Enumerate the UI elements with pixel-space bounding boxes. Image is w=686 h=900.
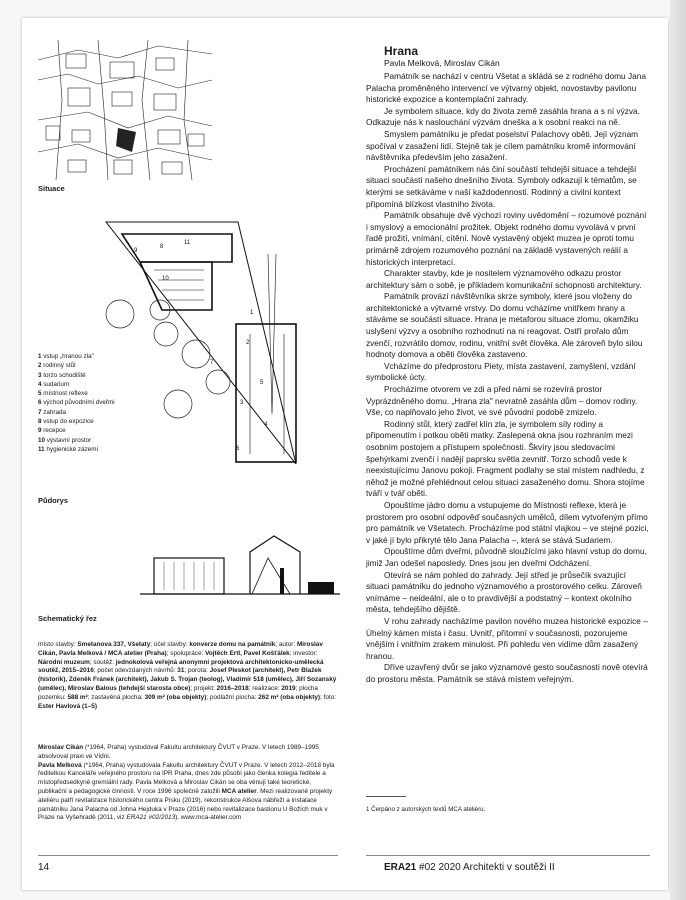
body-paragraph: Památník se nachází v centru Všetat a skládá se z rodného domu Jana Palacha proměněného intervencí ve výtvarný objekt, novostavby pavilonu historické expozice a kontemplační zahrady. xyxy=(366,71,646,105)
page-gutter xyxy=(670,0,686,900)
legend-item: 5 místnost reflexe xyxy=(38,390,88,398)
article-title: Hrana xyxy=(384,44,419,58)
footnote: 1 Čerpáno z autorských textů MCA ateliéru. xyxy=(366,806,486,813)
plan-label-11: 11 xyxy=(184,240,191,246)
magazine-footer xyxy=(384,862,555,873)
section-caption: Schematický řez xyxy=(38,614,97,623)
plan-label-4: 4 xyxy=(264,422,268,428)
article-body xyxy=(366,71,650,685)
plan-label-2: 2 xyxy=(246,340,250,346)
plan-label-9: 9 xyxy=(134,248,138,254)
body-paragraph: Opouštíme jádro domu a vstupujeme do Místnosti reflexe, která je prostorem pro osobní odpověď současných umělců, dílem vytvořeným přímo pro památník ve Všetatech. Procházíme pod státní vlajkou – ve stejné pozici, v jaké jí bylo přikryté tělo Jana Palacha –, která se stává Sudariem. xyxy=(366,499,649,545)
body-paragraph: Vcházíme do předprostoru Piety, místa zastavení, zamyšlení, vzdání symbolické úcty. xyxy=(366,360,636,383)
plan-label-3: 3 xyxy=(240,400,244,406)
plan-label-10: 10 xyxy=(162,276,169,282)
legend-item: 11 hygienické zázemí xyxy=(38,445,99,453)
body-paragraph: Památník obsahuje dvě výchozí roviny uvědomění – rozumové poznání i smyslový a emocionální prožitek. Objekt rodného domu vyvolává v první řadě prožití, vnímání, cítění. Nově vystavěný objekt muzea je oproti tomu primárně zdrojem rozumového poznání na základě vystavených reálií a historických interpretací. xyxy=(366,210,647,267)
legend-item: 9 recepce xyxy=(38,427,66,435)
project-credits: místo stavby: Smetanova 337, Všetaty; účel stavby: konverze domu na památník; autor: Miroslav Cikán, Pavla Melková / MCA atelier (Praha); spolupráce: Vojtěch Ertl, Pavel Košťálek; investor: Národní muzeum; soutěž: jednokolová veřejná anonymní projektová architektonicko-umělecká soutěž, 2015–2016; počet odevzdaných návrhů: 31; porota: Josef Pleskot (architekt), Petr Blažek (historik), Zdeněk Fránek (architekt), Jakub S. Trojan (teolog), Vladimír 518 (umělec), Jiří Sozanský (umělec), Miroslav Balous (tehdejší starosta obce); projekt: 2016–2018; realizace: 2019; plocha pozemku: 588 m²; zastavěná plocha: 309 m² (oba objekty); podlažní plocha: 262 m² (oba objekty); foto: Ester Havlová (1–5) xyxy=(38,641,337,710)
legend-item: 6 východ původními dveřmi xyxy=(38,399,115,407)
magazine-brand: ERA21 xyxy=(384,862,417,873)
body-paragraph: V rohu zahrady nacházíme pavilon nového muzea historické expozice – Úhelný kámen místa i času. Uvnitř, přítomní v současnosti, pozorujeme vnějším i vnitřním zrakem minulost. Při pohledu ven vidíme dům zasažený hranou. xyxy=(366,615,648,661)
plan-label-7: 7 xyxy=(210,360,214,366)
plan-caption: Půdorys xyxy=(38,496,69,505)
legend-item: 2 rodinný stůl xyxy=(38,362,76,370)
plan-label-6: 6 xyxy=(236,446,240,452)
floor-plan xyxy=(100,214,320,464)
body-paragraph: Dříve uzavřený dvůr se jako významové gesto současnosti nově otevírá do prostoru města. Památník se stává místem veřejným. xyxy=(366,662,648,684)
legend-item: 8 vstup do expozice xyxy=(38,418,94,426)
bio-melkova: Pavla Melková (*1964, Praha) vystudovala Fakultu architektury ČVUT v Praze. V letech 2012–2018 byla ředitelkou Kanceláře veřejného prostoru na IPR Praha, dnes zde působí jako členka kolegia ředitele a místopředsedkyně gremiální rady. Pavla Melková a Miroslav Cikán se oba věnují také teoretické, publikační a pedagogické činnosti. V roce 1996 společně založili MCA atelier. Mezi realizované projekty ateliéru patří revitalizace historického centra Písku (2019), rekonstrukce Alšova nábřeží a instalace památníku Jana Palacha od Johna Hejduka v Praze (2016) nebo revitalizace bastionu U Božích muk v Praze na Vyšehradě (2011, viz ERA21 #02/2013). www.mca-atelier.com xyxy=(38,761,335,822)
footnote-rule xyxy=(366,796,406,797)
plan-legend xyxy=(38,352,115,454)
page-number: 14 xyxy=(38,862,50,873)
legend-item: 4 sudarium xyxy=(38,380,70,388)
footer-rule-left xyxy=(38,855,338,856)
body-paragraph: Procházíme otvorem ve zdi a před námi se rozevírá prostor Vyprázdněného domu. „Hrana zla" nevratně zasáhla dům – domov rodiny. Vše, co naplňovalo jeho život, ve své původní podobě zmizelo. xyxy=(366,384,638,418)
situation-map xyxy=(38,40,212,180)
plan-label-5: 5 xyxy=(260,380,264,386)
body-paragraph: Smyslem památníku je předat poselství Palachovy oběti. Její význam spočíval v zasažení lidí. Stejně tak je cílem památníku kromě informování návštěvníka především jeho zasažení. xyxy=(366,128,639,163)
legend-item: 7 zahrada xyxy=(38,408,67,416)
body-paragraph: Opouštíme dům dveřmi, původně sloužícími jako hlavní vstup do domu, jimiž Jan odešel naposledy. Dnes jsou jen dveřmi Odcházení. xyxy=(366,546,647,568)
legend-item: 1 vstup „hranou zla" xyxy=(38,353,94,360)
author-bio xyxy=(38,744,338,823)
body-paragraph: Charakter stavby, kde je nositelem významového odkazu prostor architektury sám o sobě, je příkladem komunikační schopnosti architektury. xyxy=(366,268,642,290)
magazine-issue: #02 2020 Architekti v soutěži II xyxy=(416,862,555,873)
body-paragraph: Rodinný stůl, který zadřel klín zla, je symbolem síly rodiny a připomenutím i potkou oběti matky. Zaslepená okna jsou rozhraním mezi osobním postojem a přístupem společnosti. Škvíry jsou sledovacími špehýrkami zvenčí i nadějí paprsku světla zevnitř. Torzo schodů vede k neexistujícímu Janovu pokoji. Fragment podlahy se stal místem nadhledu, z něhož je možné přehlédnout celou situaci zasaženého domu. Shora stojíme tváří v tvář oběti. xyxy=(366,418,645,499)
article-authors: Pavla Melková, Miroslav Cikán xyxy=(384,58,500,68)
plan-label-8: 8 xyxy=(160,244,164,250)
legend-item: 10 výstavní prostor xyxy=(38,436,92,444)
plan-label-1: 1 xyxy=(250,310,254,316)
bio-cikan: Miroslav Cikán (*1964, Praha) vystudoval Fakultu architektury ČVUT v Praze. V letech 1989–1995 absolvoval praxi ve Vídni. xyxy=(38,744,319,760)
body-paragraph: Památník provází návštěvníka skrze symboly, které jsou vloženy do architektonické a výtvarné vrstvy. Do domu vcházíme vnitřkem hrany a stáváme se součástí situace. Hrana je metaforou situace zlomu, okamžiku uslyšení výzvy a osobního rozhodnutí na ni reagovat. Ostří prořalo dům zvenčí, rozvrátilo domov, rodinu, vnitřní svět člověka. Ale zároveň bylo silou hodnoty domova a oběti člověka zastaveno. xyxy=(366,291,643,360)
section-drawing xyxy=(140,528,340,608)
footer-rule-right xyxy=(366,855,650,856)
body-paragraph: Procházení památníkem nás činí součástí tehdejší situace a tehdejší situaci součástí našeho dnešního života. Symboly odkazují k tématům, se kterými se setkáváme v naší každodennosti. Rodinný a civilní kontext připomíná blízkost vlastního života. xyxy=(366,163,637,209)
body-paragraph: Otevírá se nám pohled do zahrady. Její střed je průsečík svazující situaci památníku do jednoho významového a prostorového celku. Zároveň vnímáme – neideální, ale o to pravdivější a podstatný – kontext okolního města, tehdejšího dějiště. xyxy=(366,569,642,615)
situation-caption: Situace xyxy=(38,184,65,193)
legend-item: 3 torzo schodiště xyxy=(38,371,86,379)
body-paragraph: Je symbolem situace, kdy do života země zasáhla hrana a s ní výzva. Odkazuje nás k naslouchání výzvám dneška a k osobní reakci na ně. xyxy=(366,105,640,128)
